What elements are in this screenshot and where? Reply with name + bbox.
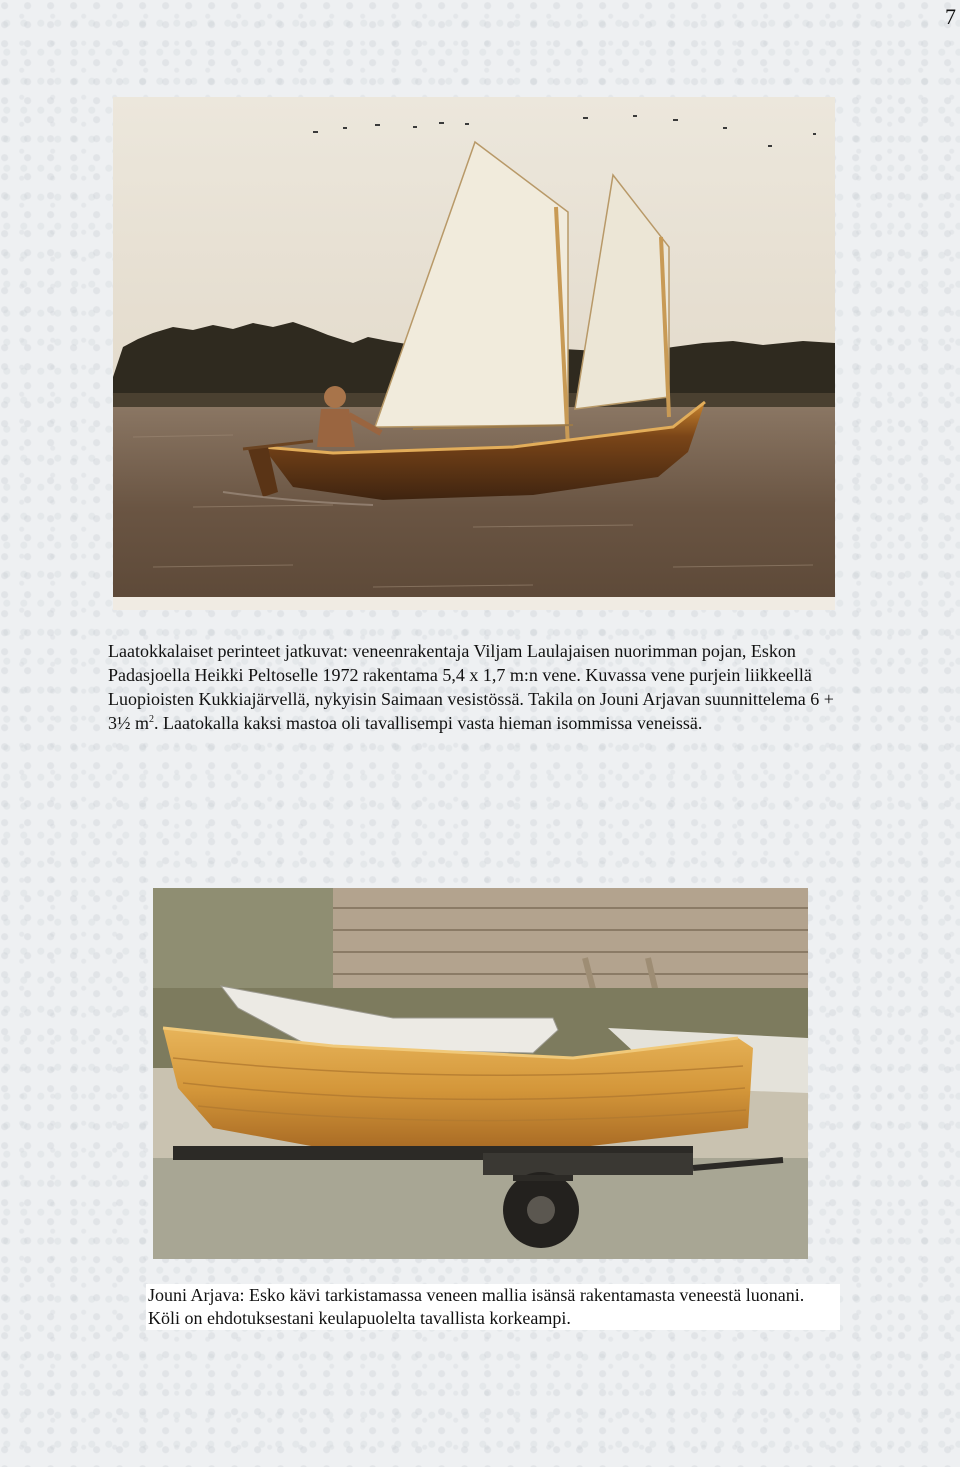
boat-on-trailer-image xyxy=(153,888,808,1259)
sailboat-image xyxy=(113,97,835,610)
caption-top xyxy=(108,639,853,735)
boat-on-trailer-photo xyxy=(153,888,808,1259)
caption-top-text-end: . Laatokalla kaksi mastoa oli tavallisempi vasta hieman isommissa veneissä. xyxy=(154,713,703,733)
page-number: 7 xyxy=(945,4,956,29)
caption-top-text: Laatokkalaiset perinteet jatkuvat: veneenrakentaja Viljam Laulajaisen nuorimman pojan, Eskon Padasjoella Heikki Peltoselle 1972 rakentama 5,4 x 1,7 m:n vene. Kuvassa vene purjein liikkeellä Luopioisten Kukkiajärvellä, nykyisin Saimaan vesistössä. Takila on Jouni Arjavan suunnittelema 6 + 3½ m xyxy=(108,641,834,733)
caption-top-superscript: 2 xyxy=(149,714,155,725)
caption-bottom: Jouni Arjava: Esko kävi tarkistamassa veneen mallia isänsä rakentamasta veneestä luonani. Köli on ehdotuksestani keulapuolelta tavallista korkeampi. xyxy=(146,1284,840,1330)
sailboat-photo xyxy=(113,97,835,610)
